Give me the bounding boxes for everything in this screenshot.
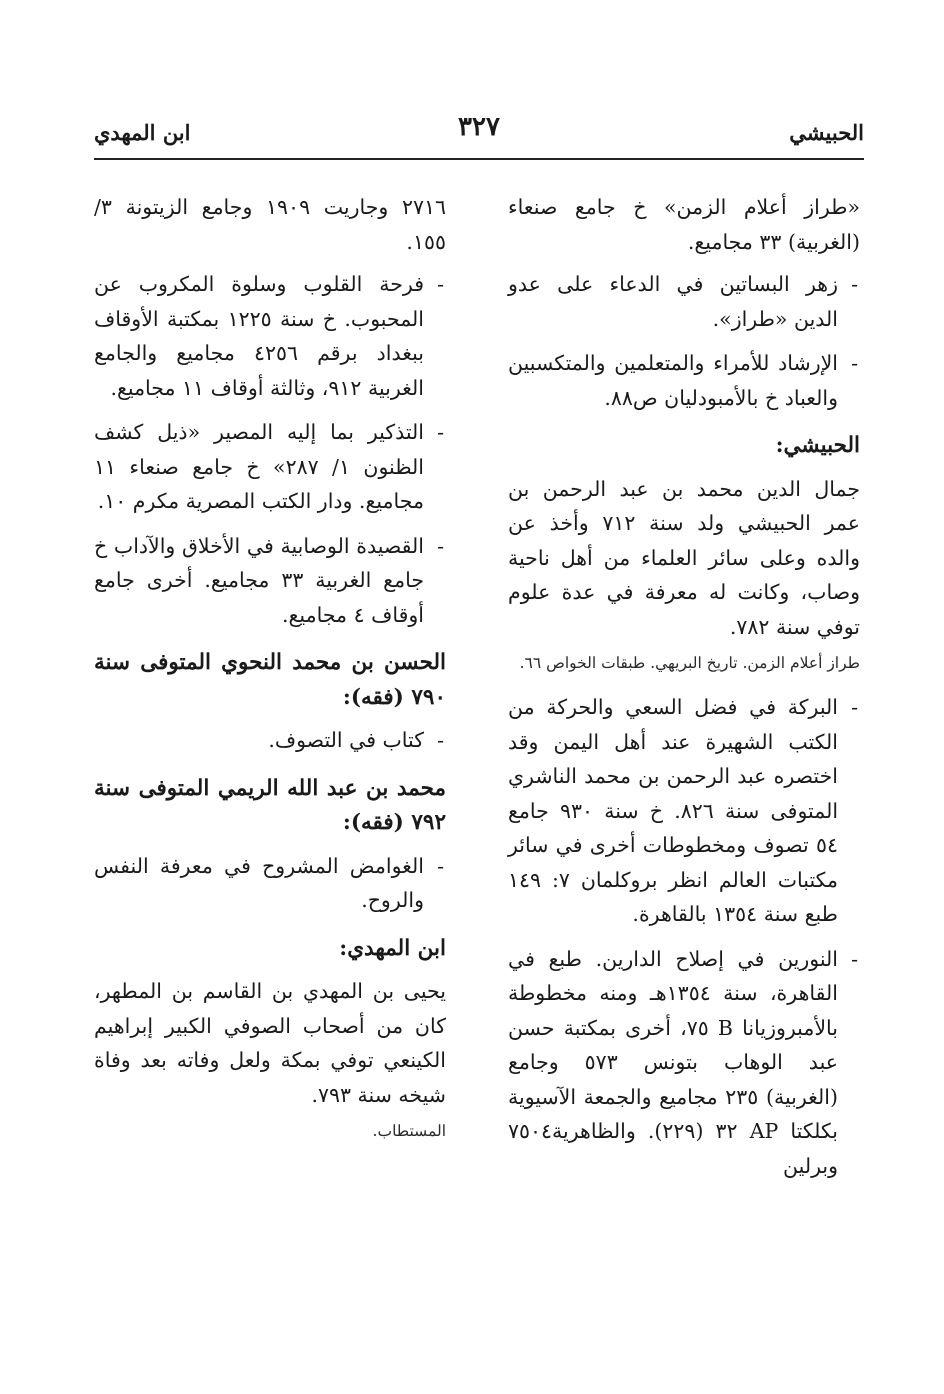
list-dash: - [437,420,444,444]
list-item-text: النورين في إصلاح الدارين. طبع في القاهرة، سنة ١٣٥٤هـ ومنه مخطوطة بالأمبروزيانا B ٧٥، أخرى بمكتبة حسن عبد الوهاب بتونس ٥٧٣ وجامع (الغربية) ٢٣٥ مجاميع والجمعة الآسيوية بكلكتا AP ٣٢ (٢٢٩). والظاهرية٧٥٠٤ وبرلين [508,946,838,1178]
reference-note: المستطاب. [372,1122,446,1140]
list-item [508,346,860,415]
page-header [94,112,864,156]
list-item [94,267,446,405]
list-item-text: الإرشاد للأمراء والمتعلمين والمتكسبين والعباد خ بالأمبودليان ص٨٨. [508,351,838,410]
list-item-text: زهر البساتين في الدعاء على عدو الدين «طراز». [508,272,838,331]
biography-paragraph: يحيى بن المهدي بن القاسم بن المطهر، كان من أصحاب الصوفي الكبير إبراهيم الكينعي توفي بمكة ولعل وفاته بعد وفاة شيخه سنة ٧٩٣. [94,979,446,1107]
list-dash: - [437,853,444,878]
list-item-text: فرحة القلوب وسلوة المكروب عن المحبوب. خ سنة ١٢٢٥ بمكتبة الأوقاف ببغداد برقم ٤٢٥٦ مجاميع والجامع الغربية ٩١٢، وثالثة أوقاف ١١ مجاميع. [94,272,424,400]
list-dash: - [851,695,858,719]
list-dash: - [437,272,444,296]
list-item [508,267,860,336]
list-dash: - [437,533,444,558]
reference-note: طراز أعلام الزمن. تاريخ البريهي. طبقات الخواص ٦٦. [519,654,860,672]
list-item-text: كتاب في التصوف. [268,728,424,752]
list-item-text: الغوامض المشروح في معرفة النفس والروح. [94,853,424,912]
section-heading: الحبيشي: [775,433,860,458]
list-item [94,529,446,633]
section-heading: الحسن بن محمد النحوي المتوفى سنة ٧٩٠ (فقه): [94,650,446,710]
list-item [94,849,446,918]
list-item [94,415,446,519]
list-item-text: البركة في فضل السعي والحركة من الكتب الشهيرة عند أهل اليمن وقد اختصره عبد الرحمن بن محمد الناشري المتوفى سنة ٨٢٦. خ سنة ٩٣٠ جامع ٥٤ تصوف ومخطوطات أخرى في سائر مكتبات العالم انظر بروكلمان ٧: ١٤٩ طبع سنة ١٣٥٤ بالقاهرة. [508,695,839,926]
list-dash: - [437,728,444,752]
quote-block: «طراز أعلام الزمن» خ جامع صنعاء (الغربية) ٣٣ مجاميع. [508,195,860,254]
list-item [94,723,446,758]
list-item [508,690,860,932]
running-title-left: ابن المهدي [94,120,191,145]
section-heading: ابن المهدي: [339,935,446,961]
list-dash: - [851,351,858,375]
list-item-text: القصيدة الوصابية في الأخلاق والآداب خ جامع الغربية ٣٣ مجاميع. أخرى جامع أوقاف ٤ مجاميع. [94,533,424,627]
right-column [508,190,860,1193]
list-item [508,942,860,1184]
page-number: ٣٢٧ [458,112,500,142]
header-rule [94,158,864,160]
left-column [94,190,446,1158]
section-heading: محمد بن عبد الله الريمي المتوفى سنة ٧٩٢ (فقه): [94,775,446,835]
running-title-right: الحبيشي [789,120,864,145]
list-item-text: التذكير بما إليه المصير «ذيل كشف الظنون ١/ ٢٨٧» خ جامع صنعاء ١١ مجاميع. ودار الكتب المصرية مكرم ١٠. [94,420,424,513]
list-dash: - [851,272,858,296]
continuation-text: ٢٧١٦ وجاريت ١٩٠٩ وجامع الزيتونة ٣/ ١٥٥. [94,195,446,254]
biography-paragraph: جمال الدين محمد بن عبد الرحمن بن عمر الحبيشي ولد سنة ٧١٢ وأخذ عن والده وعلى سائر العلماء من أهل ناحية وصاب، وكانت له معرفة في عدة علوم توفي سنة ٧٨٢. [508,476,860,639]
list-dash: - [851,946,858,971]
